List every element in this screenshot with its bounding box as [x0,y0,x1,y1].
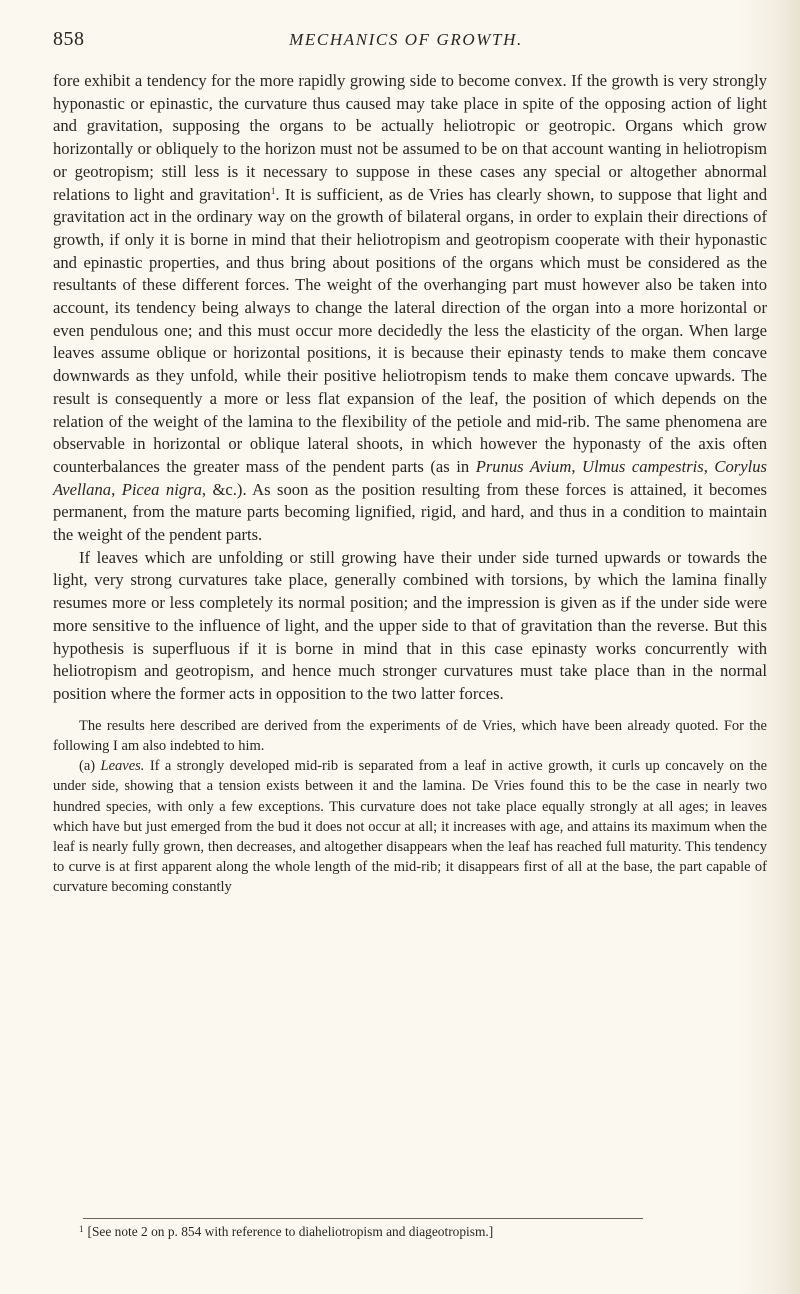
page-header [53,28,759,54]
separator: , [703,456,715,476]
footnote-divider [83,1218,643,1219]
body-text [53,70,767,898]
footnote-text: [See note 2 on p. 854 with reference to diaheliotropism and diageotropism.] [87,1224,494,1239]
species-name: Prunus Avium [475,456,572,476]
separator: , [111,479,122,499]
paragraph-1-text-c: , &c.). As soon as the position resulting from these forces is attained, it becomes permanent, from the mature parts becoming lignified, rigid, and hard, and thus in a condition to maintain the weight of the pendent parts. [53,479,768,545]
paragraph-2: If leaves which are unfolding or still growing have their under side turned upwards or towards the light, very strong curvatures take place, generally combined with torsions, by which the lamina finally resumes more or less completely its normal position; and the impression is given as if the under side were more sensitive to the influence of light, and the upper side to that of gravitation than the reverse. But this hypothesis is superfluous if it is borne in mind that in this case epinasty works concurrently with heliotropism and geotropism, and hence much stronger curvatures must take place than in the normal position where the former acts in opposition to the two latter forces. [53,547,767,703]
running-head: MECHANICS OF GROWTH. [289,30,523,49]
small-print-section [53,716,767,898]
footnote-mark: 1 [79,1224,84,1234]
paragraph-1 [53,70,767,547]
paragraph-1-text-b: . It is sufficient, as de Vries has clearly shown, to suppose that light and gravitation act in the ordinary way on the growth of bilateral organs, in order to explain their directions of growth, if only it is borne in mind that their heliotropism and geotropism cooperate with their hyponastic and epinastic properties, and thus bring about positions of the organs which must be considered as the resultants of these different forces. The weight of the overhanging part must however also be taken into account, its tendency being always to change the lateral direction of the organ into a more horizontal or even pendulous one; and this must occur more decidedly the less the elasticity of the organ. When large leaves assume oblique or horizontal positions, it is because their epinasty tends to make them concave downwards as they unfold, while their positive heliotropism tends to make them concave upwards. The result is consequently a more or less flat expansion of the leaf, the position of which depends on the relation of the weight of the lamina to the flexibility of the petiole and mid-rib. The same phenomena are observable in horizontal or oblique lateral shoots, in which however the hyponasty of the axis often counterbalances the greater mass of the pendent parts (as in [53,184,767,476]
page-number: 858 [53,28,85,50]
small-paragraph-1: The results here described are derived from the experiments of de Vries, which have been already quoted. For the following I am also indebted to him. [53,717,767,754]
species-name: Corylus Avellana [53,456,767,499]
paragraph-1-text-a: fore exhibit a tendency for the more rapidly growing side to become convex. If the growth is very strongly hyponastic or epinastic, the curvature thus caused may take place in spite of the opposing action of light and gravitation, supposing the organs to be actually heliotropic or geotropic. Organs which grow horizontally or obliquely to the horizon must not be assumed to be on that account wanting in heliotropism or geotropism; still less is it necessary to suppose in these cases any special or altogether abnormal relations to light and gravitation [53,71,767,204]
footnote-reference: 1 [270,185,276,196]
list-marker: (a) [79,758,101,775]
small-paragraph-2 [53,756,767,897]
footnote [53,1220,767,1241]
species-name: Picea nigra [121,479,202,499]
separator: , [571,456,582,476]
species-name: Ulmus campestris [582,456,704,476]
section-lead: Leaves. [100,758,145,775]
small-paragraph-2-text: If a strongly developed mid-rib is separated from a leaf in active growth, it curls up concavely on the under side, showing that a tension exists between it and the lamina. De Vries found this to be the case in nearly two hundred species, with only a few exceptions. This curvature does not take place equally strongly at all ages; in leaves which have but just emerged from the bud it does not occur at all; it increases with age, and attains its maximum when the leaf is nearly fully grown, then decreases, and altogether disappears when the leaf has reached full maturity. This tendency to curve is at first apparent along the whole length of the mid-rib; it disappears first of all at the base, the part capable of curvature becoming constantly [53,758,768,896]
